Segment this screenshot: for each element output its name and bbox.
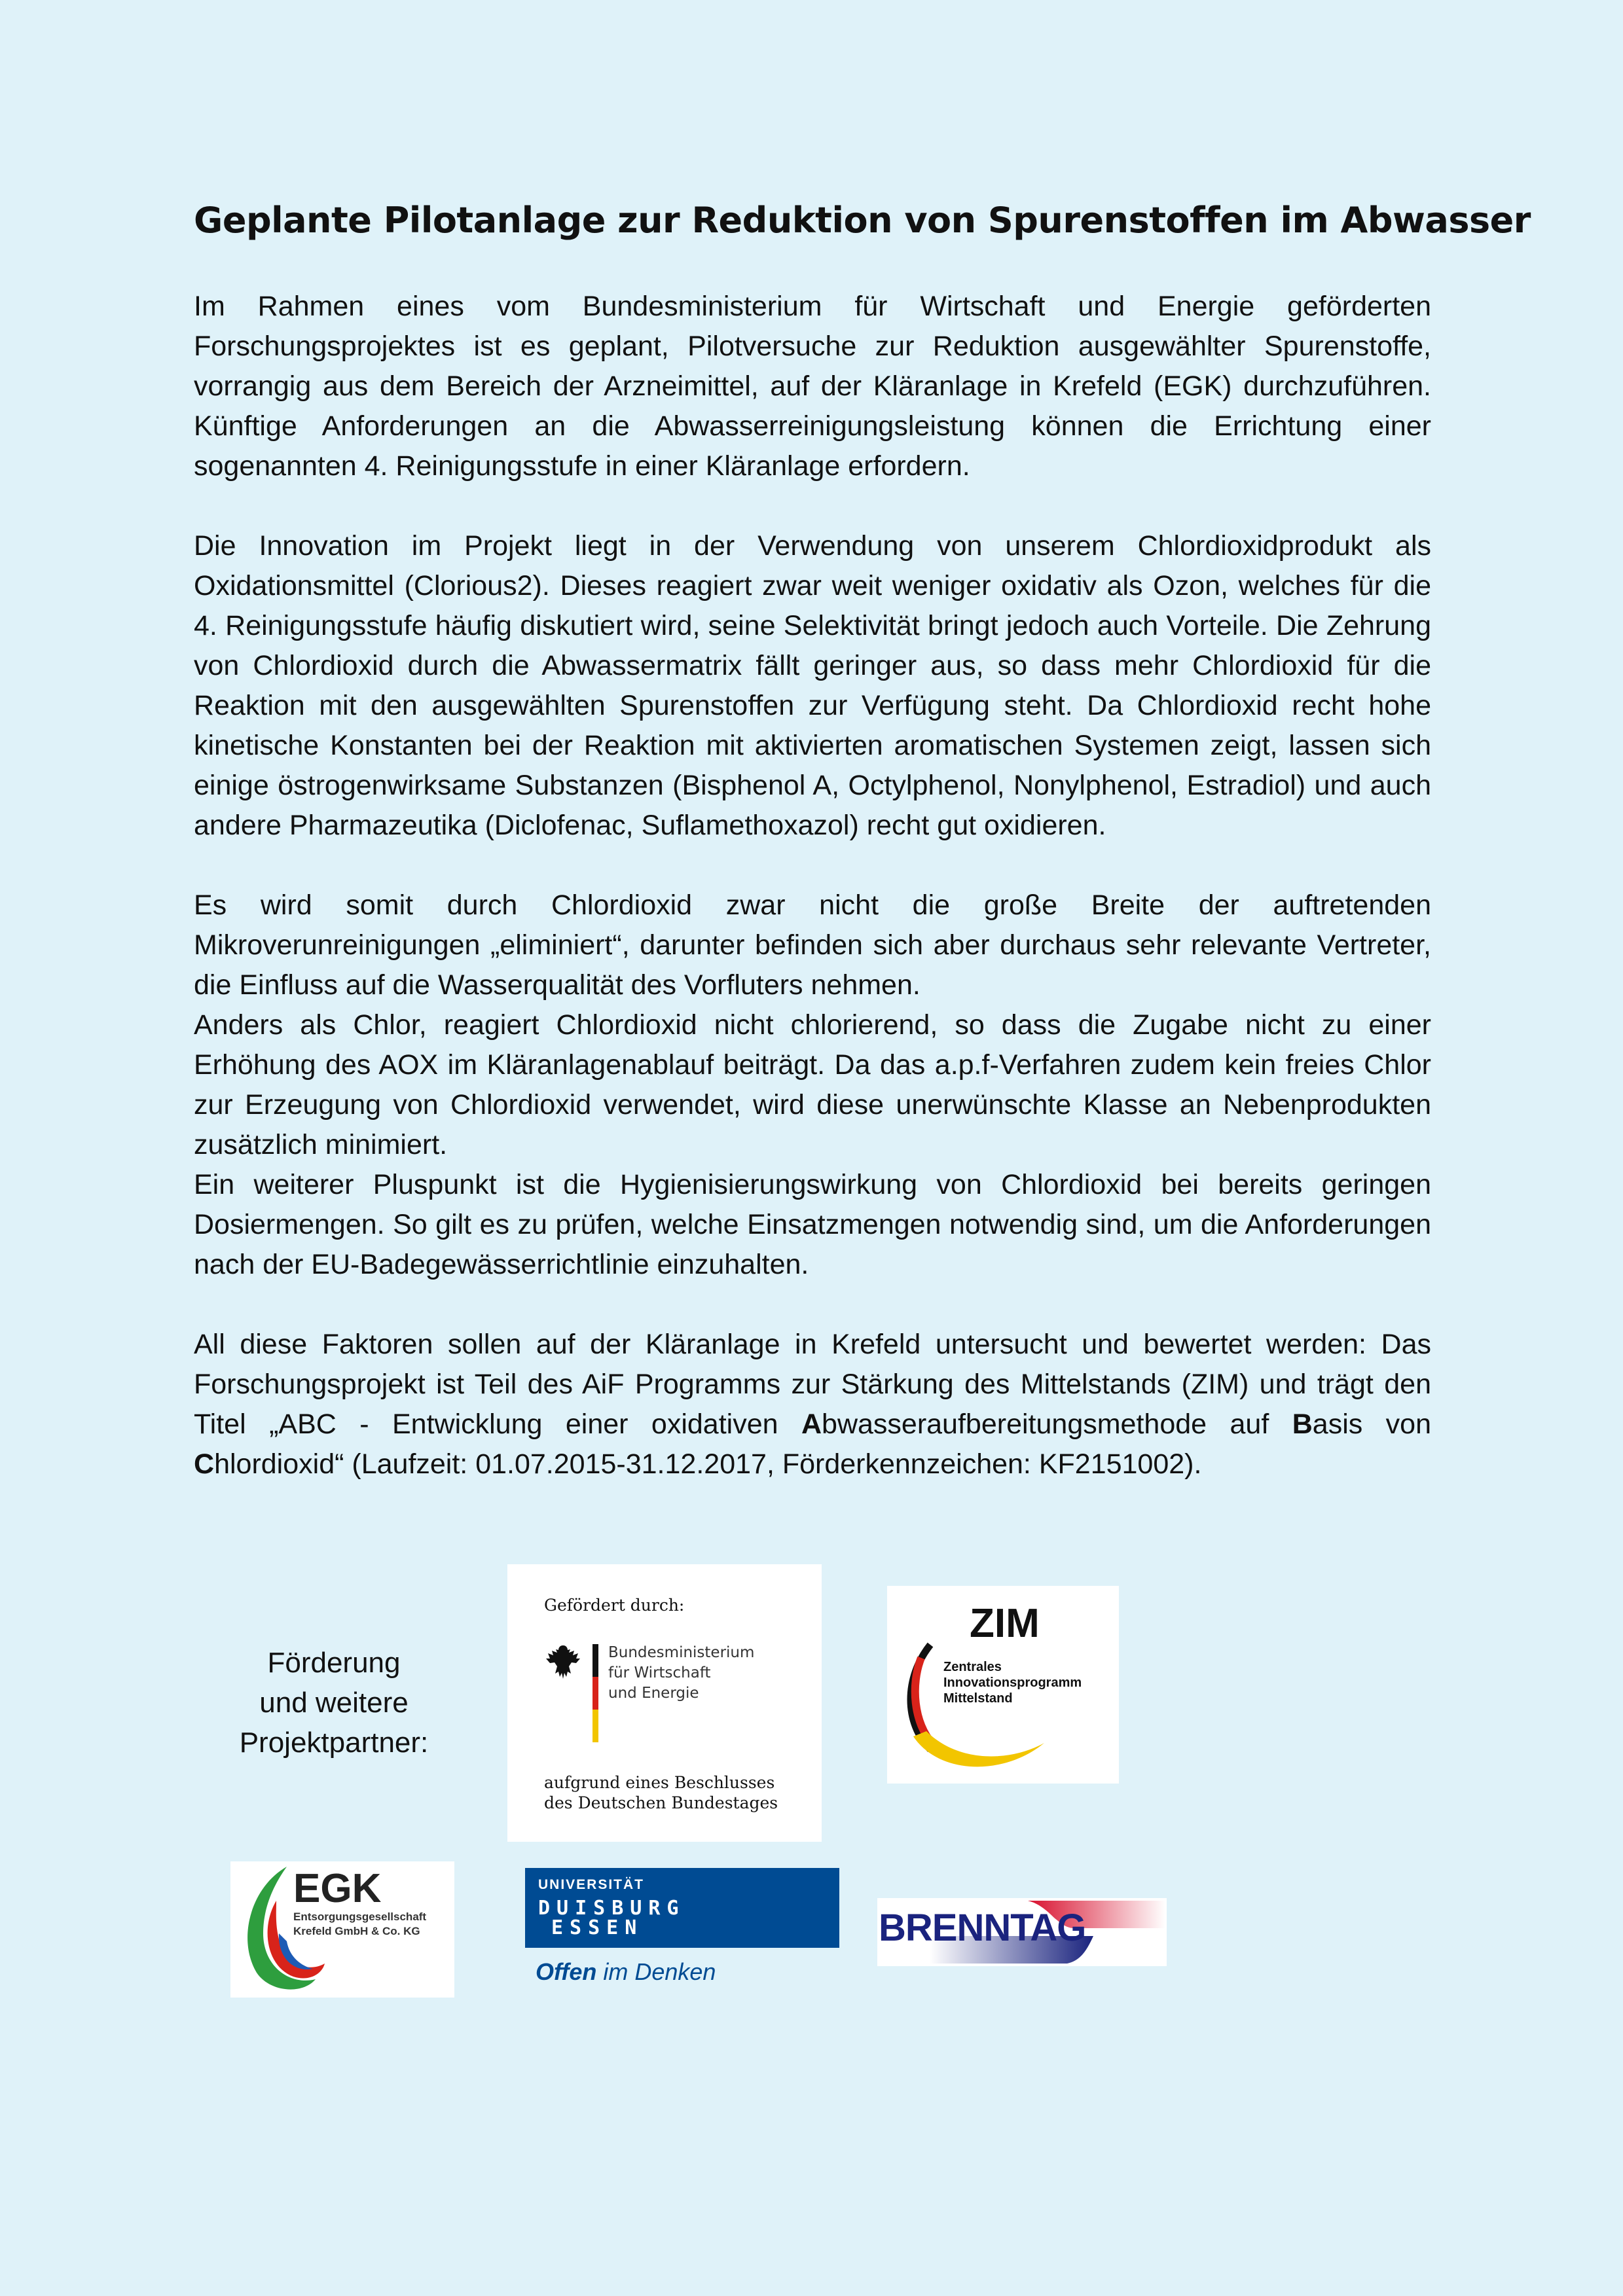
paragraph-intro: Im Rahmen eines vom Bundesministerium für Wirtschaft und Energie geförderten Forschungsprojektes ist es geplant, Pilotversuche zur Reduktion ausgewählter Spurenstoffe, vorrangig aus dem Bereich der Arzneimittel, auf der Kläranlage in Krefeld (EGK) durchzuführen. Künftige Anforderungen an die Abwasserreinigungsleistung können die Errichtung einer sogenannten 4. Reinigungsstufe in einer Kläranlage erfordern. — [194, 291, 1431, 482]
bmwi-name-line1: Bundesministerium — [608, 1644, 755, 1661]
bmwi-ministry-name — [608, 1643, 754, 1704]
ude-logo — [525, 1868, 839, 1992]
paragraph-hygiene: Ein weiterer Pluspunkt ist die Hygienisierungswirkung von Chlordioxid bei bereits geringen Dosiermengen. So gilt es zu prüfen, welche Einsatzmengen notwendig sind, um die Anforderungen nach der EU-Badegewässerrichtlinie einzuhalten. — [194, 1169, 1431, 1280]
zim-line1: Zentrales — [943, 1660, 1002, 1674]
egk-logo — [230, 1861, 454, 1998]
zim-logo — [887, 1586, 1119, 1784]
bmwi-flag-bar — [593, 1644, 598, 1742]
egk-line2: Krefeld GmbH & Co. KG — [293, 1925, 420, 1937]
acronym-letter-b: B — [1292, 1408, 1313, 1440]
acronym-letter-c: C — [194, 1448, 215, 1480]
bmwi-bottom-line2: des Deutschen Bundestages — [544, 1793, 778, 1812]
ude-slogan — [536, 1958, 716, 1986]
project-info-part-c: hlordioxid“ (Laufzeit: 01.07.2015-31.12.2017, Förderkennzeichen: KF2151002). — [214, 1448, 1202, 1480]
ude-university-label: UNIVERSITÄT — [538, 1877, 645, 1892]
bmwi-name-line3: und Energie — [608, 1685, 699, 1702]
acronym-letter-a: A — [801, 1408, 822, 1440]
funding-label-line3: Projektpartner: — [239, 1727, 429, 1759]
ude-slogan-bold: Offen — [536, 1958, 597, 1985]
paragraph-innovation: Die Innovation im Projekt liegt in der Verwendung von unserem Chlordioxidprodukt als Oxidationsmittel (Clorious2). Dieses reagiert zwar weit weniger oxidativ als Ozon, welches für die 4. Reinigungsstufe häufig diskutiert wird, seine Selektivität bringt jedoch auch Vorteile. Die Zehrung von Chlordioxid durch die Abwassermatrix fällt geringer aus, so dass mehr Chlordioxid für die Reaktion mit den ausgewählten Spurenstoffen zur Verfügung steht. Da Chlordioxid recht hohe kinetische Konstanten bei der Reaktion mit aktivierten aromatischen Systemen zeigt, lassen sich einige östrogenwirksame Substanzen (Bisphenol A, Octylphenol, Nonylphenol, Estradiol) und auch andere Pharmazeutika (Diclofenac, Suflamethoxazol) recht gut oxidieren. — [194, 530, 1431, 841]
ude-city-duisburg: DUISBURG — [538, 1897, 685, 1920]
paragraph-elimination: Es wird somit durch Chlordioxid zwar nicht die große Breite der auftretenden Mikroverunreinigungen „eliminiert“, darunter befinden sich aber durchaus sehr relevante Vertreter, die Einfluss auf die Wasserqualität des Vorfluters nehmen. — [194, 889, 1431, 1001]
paragraph-aox: Anders als Chlor, reagiert Chlordioxid nicht chlorierend, so dass die Zugabe nicht zu einer Erhöhung des AOX im Kläranlagenablauf beiträgt. Da das a.p.f-Verfahren zudem kein freies Chlor zur Erzeugung von Chlordioxid verwendet, wird diese unerwünschte Klasse an Nebenprodukten zusätzlich minimiert. — [194, 1009, 1431, 1160]
ude-blue-band — [525, 1868, 839, 1948]
page-title: Geplante Pilotanlage zur Reduktion von Spurenstoffen im Abwasser — [194, 200, 1531, 241]
funding-label-line1: Förderung — [267, 1647, 401, 1679]
egk-line1: Entsorgungsgesellschaft — [293, 1910, 427, 1923]
brenntag-logo — [877, 1898, 1167, 1966]
funding-label-line2: und weitere — [259, 1687, 409, 1719]
project-info-part-a: bwasseraufbereitungsmethode auf — [822, 1408, 1292, 1440]
zim-line2: Innovationsprogramm — [943, 1676, 1082, 1690]
zim-subtitle — [943, 1659, 1082, 1706]
bmwi-bottom-line1: aufgrund eines Beschlusses — [544, 1773, 775, 1792]
zim-title: ZIM — [970, 1601, 1040, 1646]
document-body — [194, 287, 1431, 1484]
funding-label — [216, 1643, 452, 1763]
egk-subtitle — [293, 1910, 426, 1939]
brenntag-name: BRENNTAG — [879, 1907, 1086, 1949]
bmwi-logo — [507, 1564, 822, 1842]
project-info-part-b: asis von — [1312, 1408, 1432, 1440]
zim-line3: Mittelstand — [943, 1691, 1013, 1706]
ude-city-essen: ESSEN — [551, 1916, 644, 1939]
ude-slogan-rest: im Denken — [596, 1958, 716, 1985]
paragraph-project-info — [194, 1325, 1431, 1484]
bmwi-resolution-note — [544, 1772, 778, 1813]
federal-eagle-icon — [544, 1643, 582, 1682]
bmwi-name-line2: für Wirtschaft — [608, 1664, 711, 1681]
project-info-intro: All diese Faktoren sollen auf der Kläranlage in Krefeld untersucht und bewertet werden: Das Forschungsprojekt ist Teil des AiF Programms zur Stärkung des Mittelstands (ZIM) und trägt den Titel „ABC - Entwicklung einer oxidativen — [194, 1329, 1431, 1440]
egk-title: EGK — [293, 1866, 382, 1911]
bmwi-funded-by: Gefördert durch: — [544, 1596, 685, 1615]
